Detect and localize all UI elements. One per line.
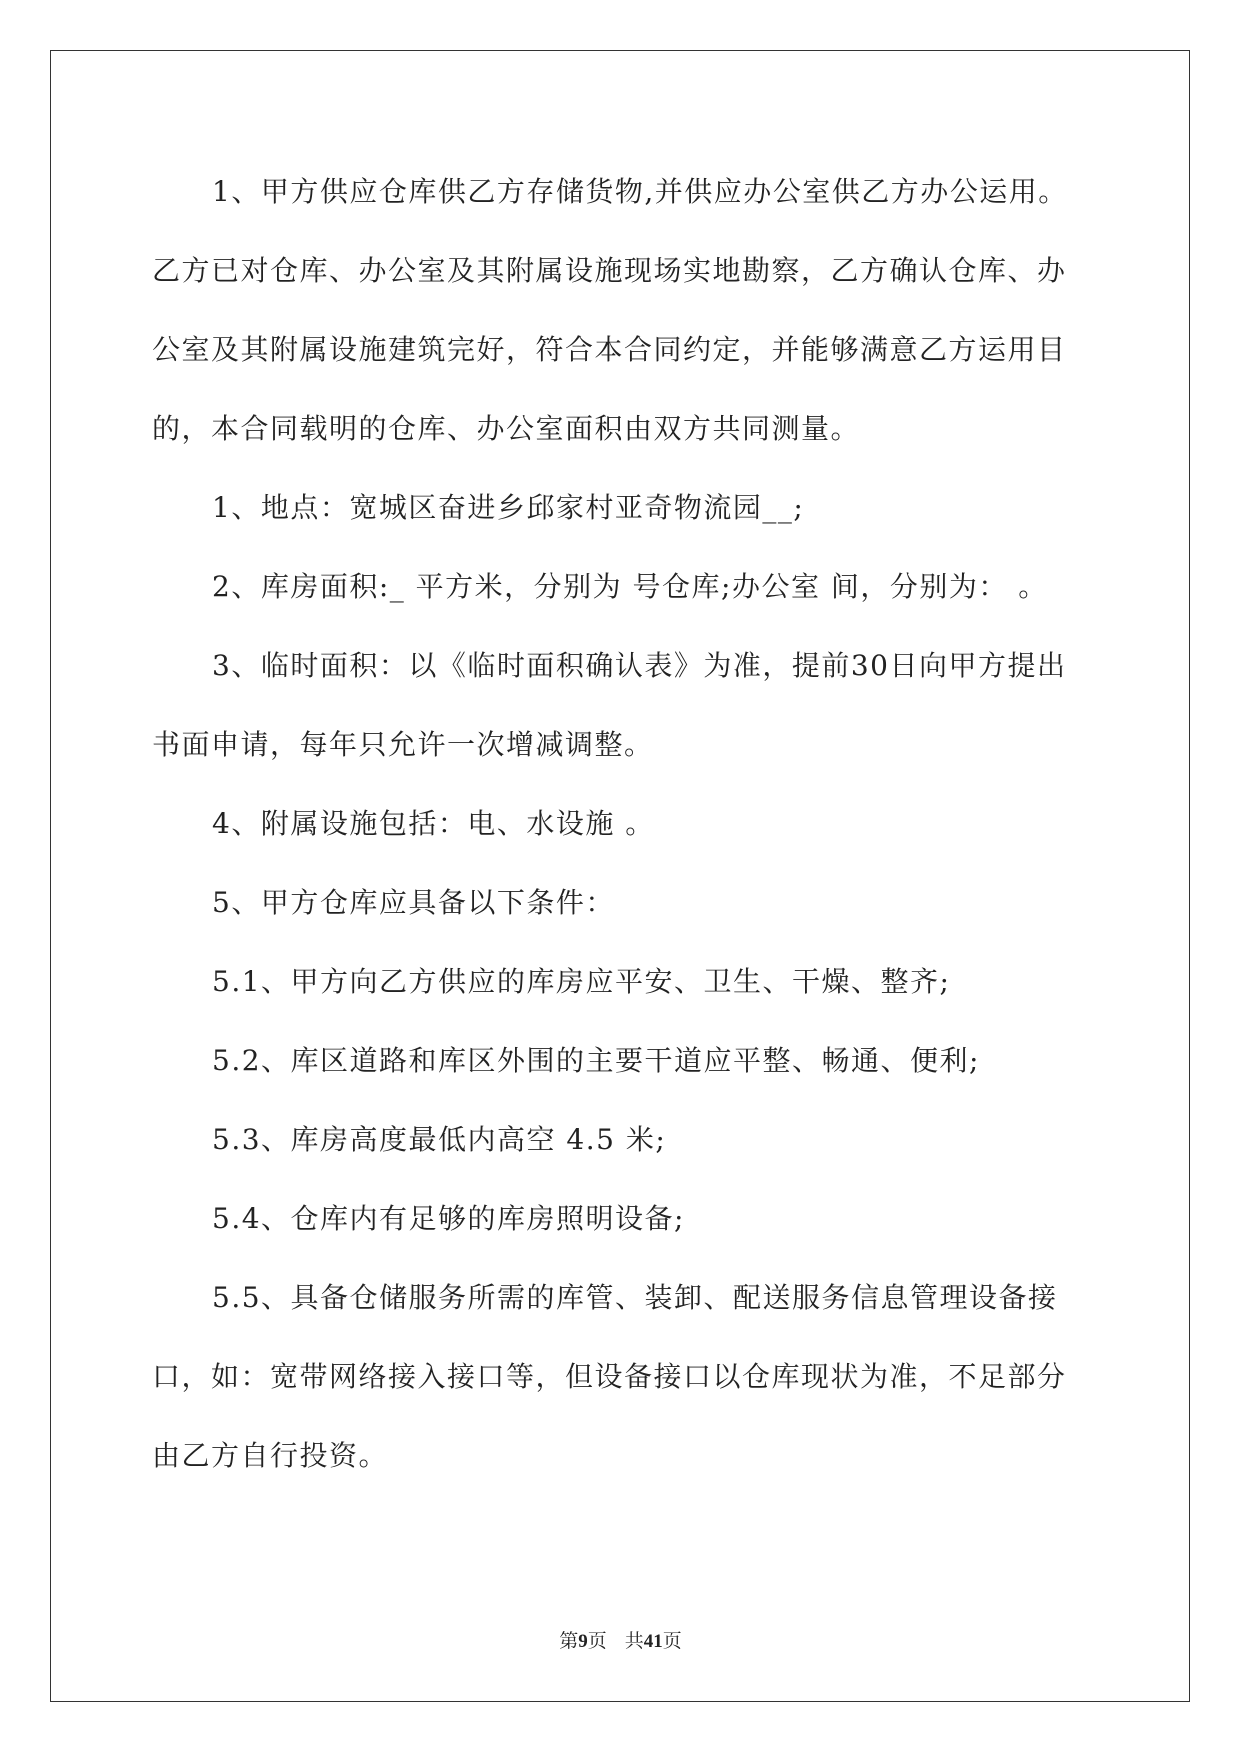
paragraph-9: 5.3、库房高度最低内高空 4.5 米; [212,1123,667,1156]
total-suffix: 页 [662,1631,682,1652]
page-number: 9 [578,1631,588,1652]
page-prefix: 第 [559,1631,579,1652]
page-footer [0,1630,1241,1654]
total-prefix: 共 [624,1631,644,1652]
paragraph-8: 5.2、库区道路和库区外围的主要干道应平整、畅通、便利; [212,1044,980,1077]
paragraph-1: 1、甲方供应仓库供乙方存储货物,并供应办公室供乙方办公运用。乙方已对仓库、办公室及其附属设施现场实地勘察，乙方确认仓库、办公室及其附属设施建筑完好，符合本合同约定，并能够满意乙方运用目的，本合同载明的仓库、办公室面积由双方共同测量。 [152,175,1068,445]
paragraph-6: 5、甲方仓库应具备以下条件： [212,886,615,919]
paragraph-4: 3、临时面积：以《临时面积确认表》为准，提前30日向甲方提出书面申请，每年只允许一次增减调整。 [152,649,1067,761]
paragraph-10: 5.4、仓库内有足够的库房照明设备; [212,1202,685,1235]
paragraph-5: 4、附属设施包括：电、水设施 。 [212,807,655,840]
paragraph-2: 1、地点：宽城区奋进乡邱家村亚奇物流园__; [212,491,805,524]
paragraph-7: 5.1、甲方向乙方供应的库房应平安、卫生、干燥、整齐; [212,965,951,998]
paragraph-11: 5.5、具备仓储服务所需的库管、装卸、配送服务信息管理设备接口，如：宽带网络接入接口等，但设备接口以仓库现状为准，不足部分由乙方自行投资。 [152,1281,1067,1472]
page-suffix: 页 [587,1631,607,1652]
paragraph-3: 2、库房面积:_ 平方米，分别为 号仓库;办公室 间，分别为： 。 [212,570,1048,603]
document-body [152,152,1092,1495]
total-pages: 41 [643,1631,663,1652]
